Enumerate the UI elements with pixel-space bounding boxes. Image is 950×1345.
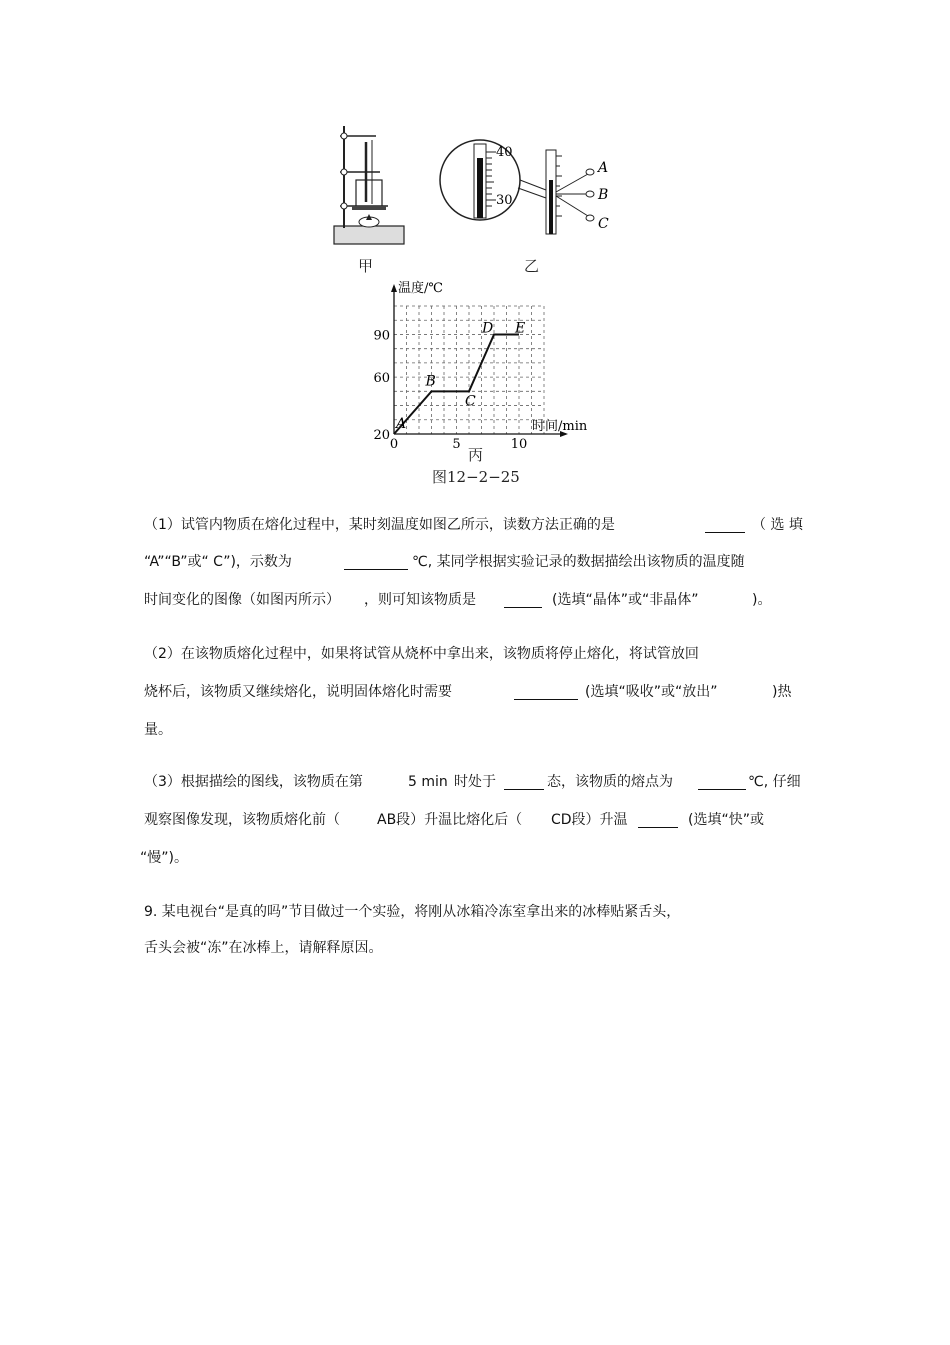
point-label-a: A <box>396 416 407 432</box>
q3-text-1d: 态，该物质的熔点为 <box>547 774 673 790</box>
q3-text-3: “慢”)。 <box>140 850 188 866</box>
q1-text-3d: )。 <box>752 592 772 608</box>
chart-axes <box>391 284 568 437</box>
q9-text-1: 9. 某电视台“是真的吗”节目做过一个实验，将刚从冰箱冷冻室拿出来的冰棒贴紧舌头， <box>144 904 681 920</box>
q2-text-2c: )热 <box>772 684 792 700</box>
q9-text-2: 舌头会被“冻”在冰棒上，请解释原因。 <box>144 940 383 956</box>
y-axis-label: 温度/℃ <box>398 281 443 296</box>
q1-text-2a: “A”“B”或“ C”)，示数为 <box>144 554 292 570</box>
view-label-c: C <box>598 216 609 232</box>
q3-text-2b: AB段）升温比熔化后（ <box>377 812 523 828</box>
y-tick-label: 60 <box>373 371 390 387</box>
q1-text-1b: （ 选 填 <box>752 517 803 533</box>
q1-text-2b: ℃, 某同学根据实验记录的数据描绘出该物质的温度随 <box>412 554 745 570</box>
q3-blank-state[interactable] <box>504 775 544 790</box>
q1-blank-substance-type[interactable] <box>504 593 542 608</box>
x-tick-label: 5 <box>452 437 461 448</box>
temperature-time-chart <box>360 278 600 448</box>
q2-blank-heat[interactable] <box>514 685 578 700</box>
q3-text-1c: 时处于 <box>454 774 496 790</box>
point-label-d: D <box>482 320 494 337</box>
q1-blank-method[interactable] <box>705 518 745 533</box>
q3-text-1b: 5 min <box>408 774 448 790</box>
q2-text-1: （2）在该物质熔化过程中，如果将试管从烧杯中拿出来，该物质将停止熔化，将试管放回 <box>144 646 699 662</box>
x-tick-label: 10 <box>510 437 528 448</box>
x-tick-label: 0 <box>389 437 399 448</box>
q3-text-1a: （3）根据描绘的图线，该物质在第 <box>144 774 363 790</box>
y-tick-label: 20 <box>373 428 390 443</box>
figure-number: 图12−2−25 <box>432 468 520 486</box>
apparatus-stand-figure <box>330 122 410 252</box>
q3-blank-melting-point[interactable] <box>698 775 746 790</box>
q2-text-2a: 烧杯后，该物质又继续熔化，说明固体熔化时需要 <box>144 684 452 700</box>
q3-text-2d: (选填“快”或 <box>688 812 764 828</box>
thermo-tick-high: 40 <box>496 145 513 160</box>
point-label-e: E <box>515 320 526 337</box>
q3-text-1e: ℃, 仔细 <box>748 774 801 790</box>
y-axis-arrow <box>391 284 397 292</box>
figure-label-yi: 乙 <box>524 257 540 275</box>
figure-label-jia: 甲 <box>358 257 374 275</box>
point-label-b: B <box>425 373 436 390</box>
q3-blank-speed[interactable] <box>638 813 678 828</box>
q1-text-1a: （1）试管内物质在熔化过程中，某时刻温度如图乙所示，读数方法正确的是 <box>144 517 615 533</box>
q1-text-3b: ，则可知该物质是 <box>364 592 476 608</box>
q3-text-2c: CD段）升温 <box>551 812 628 828</box>
q3-text-2a: 观察图像发现，该物质熔化前（ <box>144 812 340 828</box>
figure-label-bing: 丙 <box>468 446 484 464</box>
q2-text-3: 量。 <box>144 722 172 738</box>
thermo-tick-low: 30 <box>496 193 513 208</box>
y-tick-label: 90 <box>373 328 390 344</box>
view-label-b: B <box>598 187 609 203</box>
q1-blank-reading[interactable] <box>344 555 408 570</box>
point-label-c: C <box>465 393 476 410</box>
q2-text-2b: (选填“吸收”或“放出” <box>585 684 718 700</box>
q1-text-3c: (选填“晶体”或“非晶体” <box>552 592 699 608</box>
x-axis-label: 时间/min <box>532 419 588 434</box>
view-label-a: A <box>598 160 609 176</box>
thermometer-figure <box>438 136 618 246</box>
q1-text-3a: 时间变化的图像（如图丙所示） <box>144 592 340 608</box>
